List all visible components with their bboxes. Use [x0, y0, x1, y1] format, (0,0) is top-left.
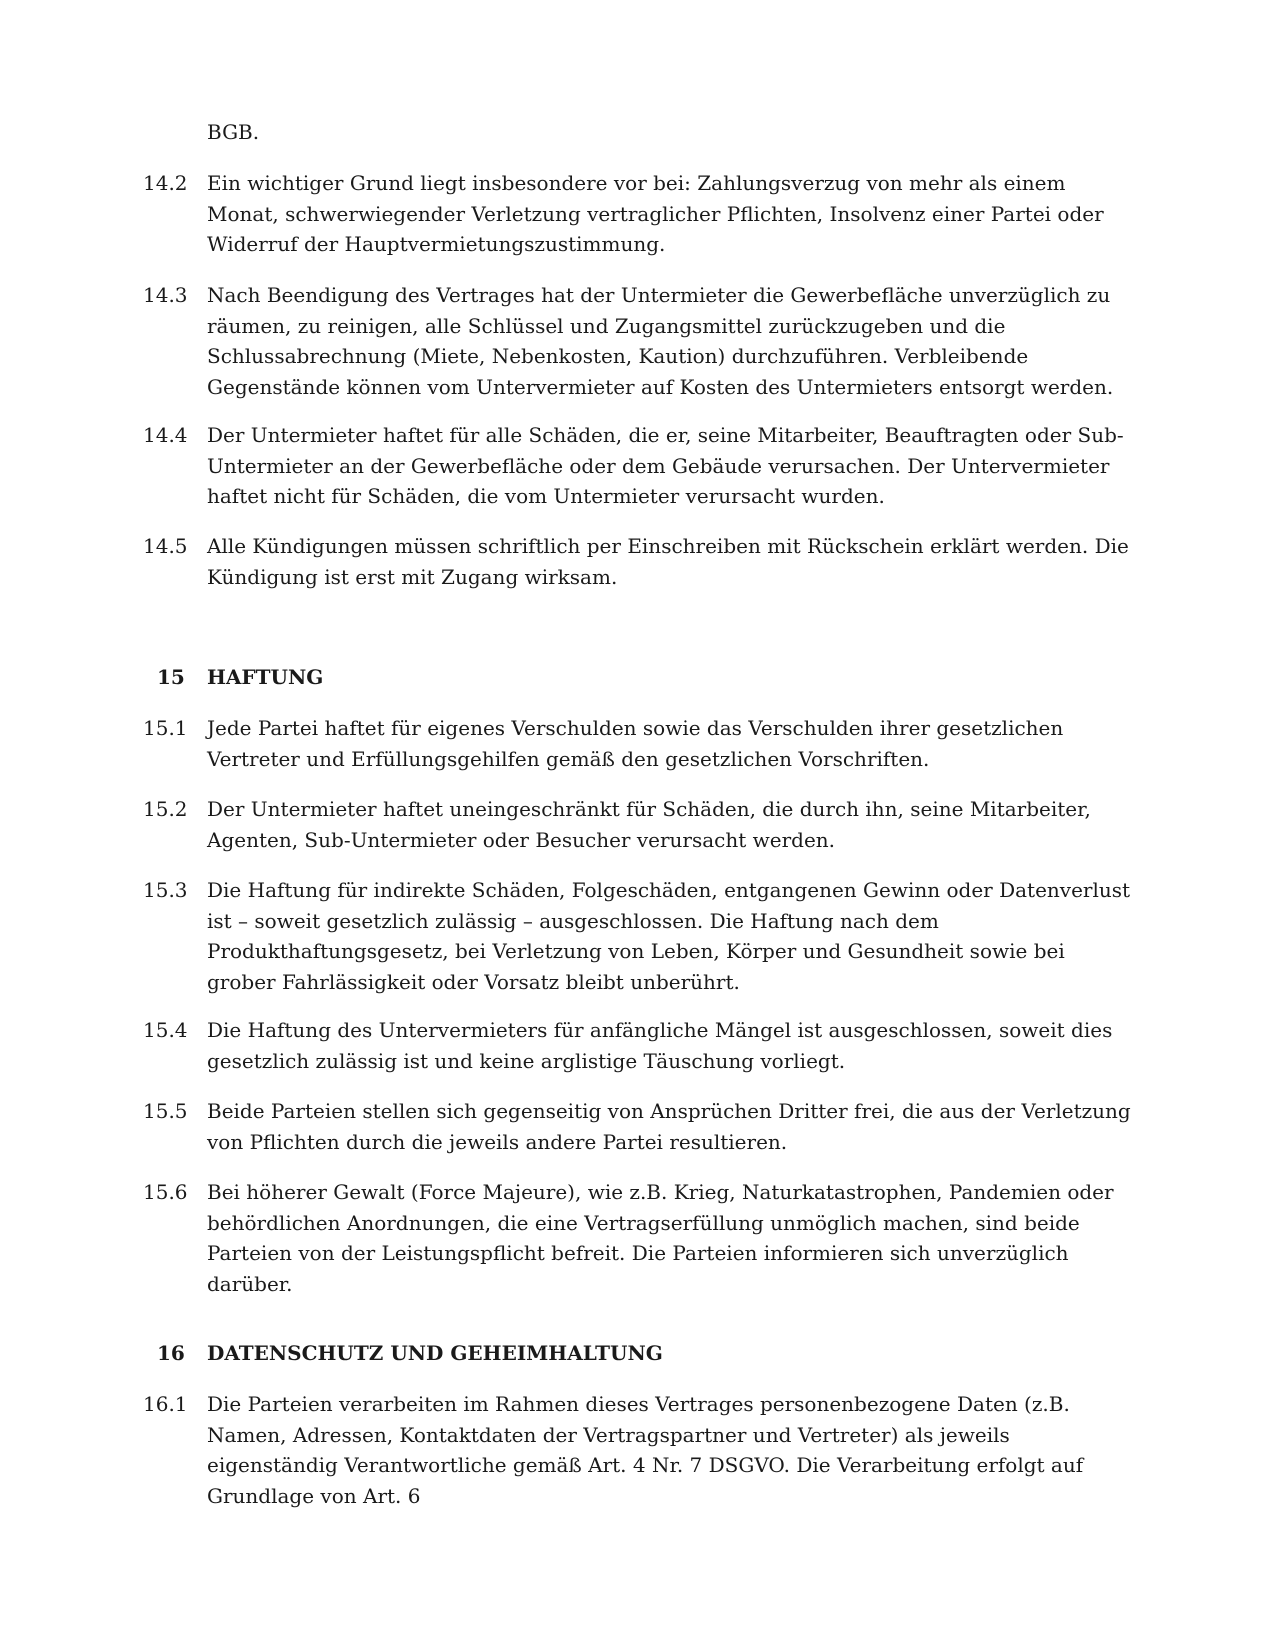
paragraph-number: 15.2 [143, 797, 188, 821]
paragraph-text: Nach Beendigung des Vertrages hat der Untermieter die Gewerbefläche unverzüglich zu räumen, zu reinigen, alle Schlüssel und Zugangsmittel zurückzugeben und die Schlussabrechnung (Miete, Nebenkosten, Kaution) durchzuführen. Verbleibende Gegenstände können vom Untervermieter auf Kosten des Untermieters entsorgt werden. [207, 283, 1114, 399]
paragraph-text: Der Untermieter haftet uneingeschränkt für Schäden, die durch ihn, seine Mitarbeiter, Agenten, Sub-Untermieter oder Besucher verursacht werden. [207, 797, 1091, 852]
section-heading-title: DATENSCHUTZ UND GEHEIMHALTUNG [207, 1341, 663, 1365]
paragraph-number: 14.5 [143, 534, 188, 558]
paragraph-text: Die Parteien verarbeiten im Rahmen dieses Vertrages personenbezogene Daten (z.B. Namen, Adressen, Kontaktdaten der Vertragspartner und Vertreter) als jeweils eigenständig Verantwortliche gemäß Art. 4 Nr. 7 DSGVO. Die Verarbeitung erfolgt auf Grundlage von Art. 6 [207, 1392, 1084, 1508]
paragraph-text: Alle Kündigungen müssen schriftlich per Einschreiben mit Rückschein erklärt werden. Die Kündigung ist erst mit Zugang wirksam. [207, 534, 1129, 589]
paragraph-number: 15.4 [143, 1018, 188, 1042]
paragraph-text: Bei höherer Gewalt (Force Majeure), wie z.B. Krieg, Naturkatastrophen, Pandemien oder behördlichen Anordnungen, die eine Vertragserfüllung unmöglich machen, sind beide Parteien von der Leistungspflicht befreit. Die Parteien informieren sich unverzüglich darüber. [207, 1180, 1114, 1296]
paragraph-number: 15.5 [143, 1099, 188, 1123]
paragraph-text: Jede Partei haftet für eigenes Verschulden sowie das Verschulden ihrer gesetzlichen Vertreter und Erfüllungsgehilfen gemäß den gesetzlichen Vorschriften. [207, 716, 1064, 771]
paragraph-text: Beide Parteien stellen sich gegenseitig von Ansprüchen Dritter frei, die aus der Verletzung von Pflichten durch die jeweils andere Partei resultieren. [207, 1099, 1131, 1154]
paragraph-number: 14.3 [143, 283, 188, 307]
paragraph-number: 15.6 [143, 1180, 188, 1204]
paragraph-text: Die Haftung des Untervermieters für anfängliche Mängel ist ausgeschlossen, soweit dies gesetzlich zulässig ist und keine arglistige Täuschung vorliegt. [207, 1018, 1113, 1073]
paragraph-number: 14.4 [143, 423, 188, 447]
section-heading-number: 16 [157, 1341, 185, 1365]
paragraph-number: 16.1 [143, 1392, 188, 1416]
section-heading-title: HAFTUNG [207, 665, 324, 689]
paragraph-text: Die Haftung für indirekte Schäden, Folgeschäden, entgangenen Gewinn oder Datenverlust ist – soweit gesetzlich zulässig – ausgeschlossen. Die Haftung nach dem Produkthaftungsgesetz, bei Verletzung von Leben, Körper und Gesundheit sowie bei grober Fahrlässigkeit oder Vorsatz bleibt unberührt. [207, 878, 1131, 994]
paragraph-number: 15.3 [143, 878, 188, 902]
paragraph-text: Der Untermieter haftet für alle Schäden, die er, seine Mitarbeiter, Beauftragten oder Sub-Untermieter an der Gewerbefläche oder dem Gebäude verursachen. Der Untervermieter haftet nicht für Schäden, die vom Untermieter verursacht wurden. [207, 423, 1124, 508]
paragraph-number: 14.2 [143, 171, 188, 195]
paragraph-number: 15.1 [143, 716, 188, 740]
paragraph-text: Ein wichtiger Grund liegt insbesondere vor bei: Zahlungsverzug von mehr als einem Monat, schwerwiegender Verletzung vertraglicher Pflichten, Insolvenz einer Partei oder Widerruf der Hauptvermietungszustimmung. [207, 171, 1104, 256]
intro-fragment: BGB. [207, 120, 260, 144]
section-heading-number: 15 [157, 665, 185, 689]
